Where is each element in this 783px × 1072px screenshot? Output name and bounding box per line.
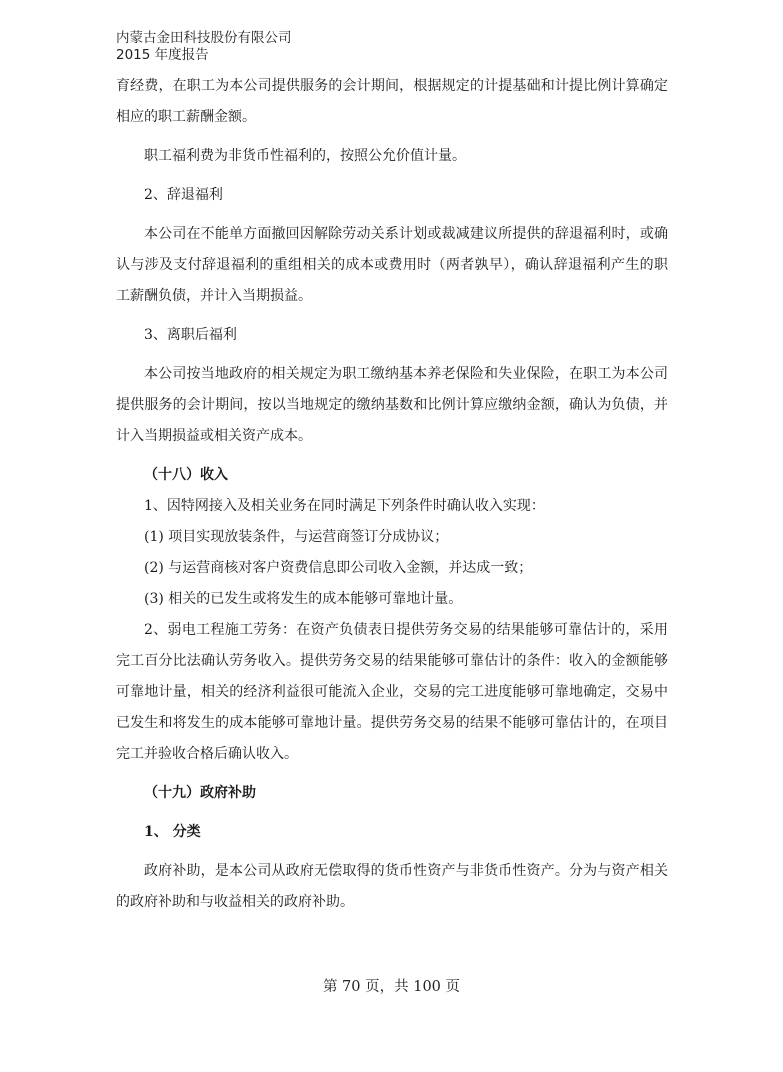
list-item: (3) 相关的已发生或将发生的成本能够可靠地计量。	[144, 591, 463, 607]
page-header	[116, 30, 292, 64]
report-title: 2015 年度报告	[116, 47, 209, 63]
paragraph: 本公司按当地政府的相关规定为职工缴纳基本养老保险和失业保险，在职工为本公司提供服务的会计期间，按以当地规定的缴纳基数和比例计算应缴纳金额，确认为负债，并计入当期损益或相关资产成本。	[116, 366, 668, 444]
paragraph: 本公司在不能单方面撤回因解除劳动关系计划或裁减建议所提供的辞退福利时，或确认与涉及支付辞退福利的重组相关的成本或费用时（两者孰早），确认辞退福利产生的职工薪酬负债，并计入当期损益。	[116, 226, 668, 304]
section-heading: （十九）政府补助	[144, 785, 256, 801]
section-heading: 3、离职后福利	[144, 327, 237, 343]
page-number: 第 70 页，共 100 页	[322, 979, 461, 995]
list-item: (2) 与运营商核对客户资费信息即公司收入金额，并达成一致；	[144, 560, 533, 576]
document-body	[116, 71, 668, 918]
list-item: (1) 项目实现放装条件，与运营商签订分成协议；	[144, 529, 449, 545]
company-name: 内蒙古金田科技股份有限公司	[116, 30, 292, 46]
paragraph: 育经费，在职工为本公司提供服务的会计期间，根据规定的计提基础和计提比例计算确定相应的职工薪酬金额。	[116, 78, 668, 125]
paragraph: 2、弱电工程施工劳务：在资产负债表日提供劳务交易的结果能够可靠估计的，采用完工百分比法确认劳务收入。提供劳务交易的结果能够可靠估计的条件：收入的金额能够可靠地计量，相关的经济利益很可能流入企业，交易的完工进度能够可靠地确定，交易中已发生和将发生的成本能够可靠地计量。提供劳务交易的结果不能够可靠估计的，在项目完工并验收合格后确认收入。	[116, 622, 668, 762]
section-heading: （十八）收入	[144, 467, 228, 483]
paragraph: 政府补助，是本公司从政府无偿取得的货币性资产与非货币性资产。分为与资产相关的政府补助和与收益相关的政府补助。	[116, 863, 668, 910]
paragraph: 职工福利费为非货币性福利的，按照公允价值计量。	[144, 148, 466, 164]
paragraph: 1、因特网接入及相关业务在同时满足下列条件时确认收入实现：	[144, 498, 545, 514]
section-heading: 2、辞退福利	[144, 187, 223, 203]
section-heading: 1、 分类	[144, 824, 201, 840]
